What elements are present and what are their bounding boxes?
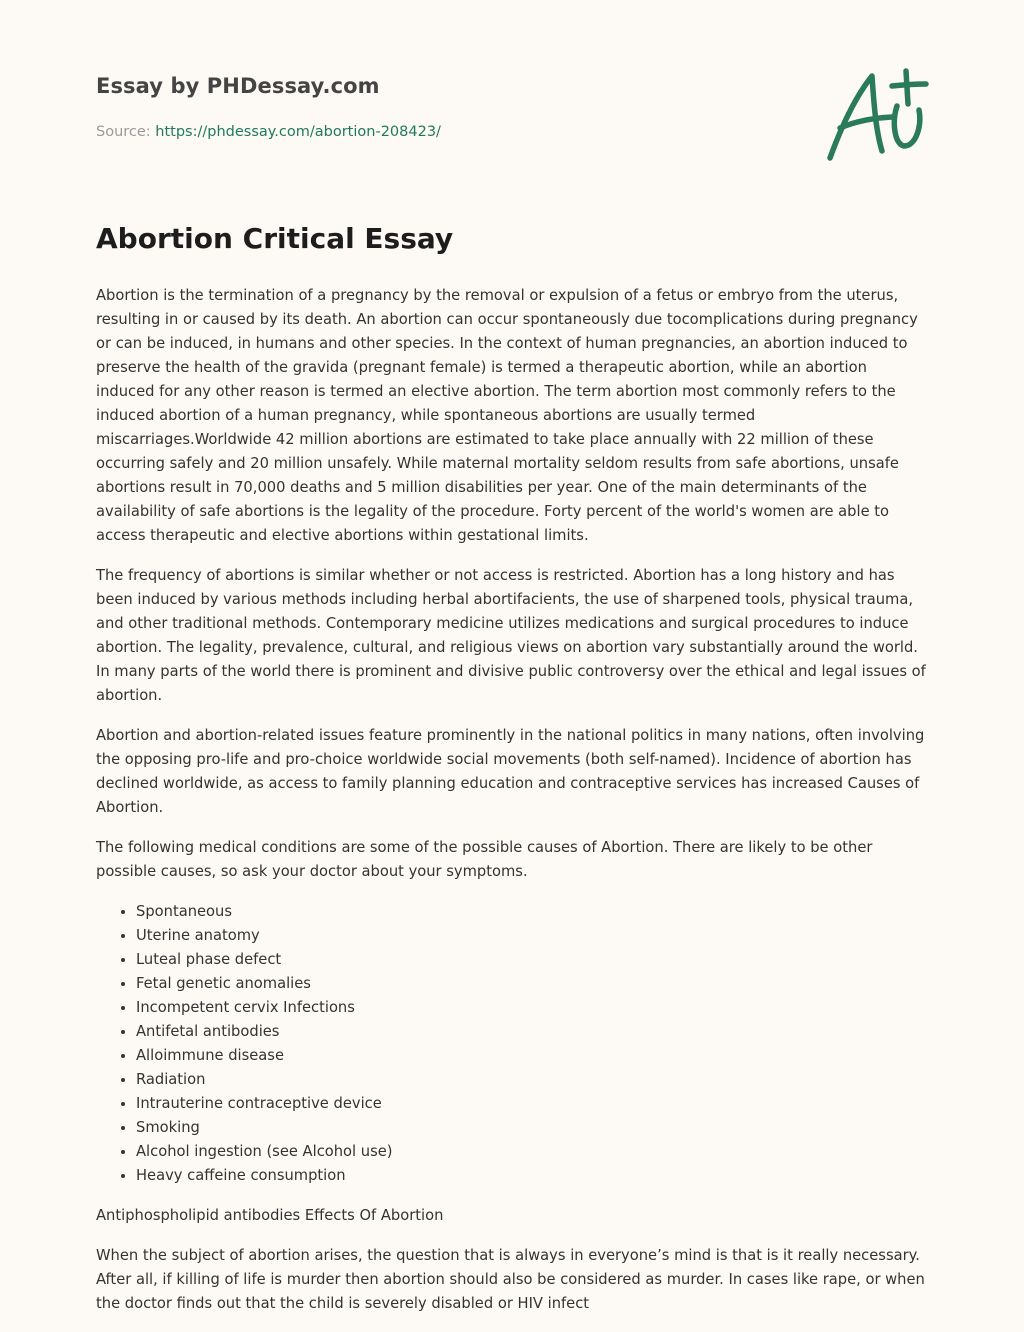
paragraph: Abortion and abortion-related issues feature prominently in the national politics in many nations, often involving the opposing pro-life and pro-choice worldwide social movements (both self-named). Incidence of abortion has declined worldwide, as access to family planning education and contraceptive services has increased Causes of Abortion. — [96, 727, 925, 816]
paragraph: The frequency of abortions is similar whether or not access is restricted. Abortion has a long history and has been induced by various methods including herbal abortifacients, the use of sharpened tools, physical trauma, and other traditional methods. Contemporary medicine utilizes medications and surgical procedures to induce abortion. The legality, prevalence, cultural, and religious views on abortion vary substantially around the world. In many parts of the world there is prominent and divisive public controversy over the ethical and legal issues of abortion. — [96, 567, 926, 704]
source-link[interactable]: https://phdessay.com/abortion-208423/ — [155, 124, 441, 140]
paragraph: When the subject of abortion arises, the question that is always in everyone’s mind is that is it really necessary. After all, if killing of life is murder then abortion should also be considered as murder. In cases like rape, or when the doctor finds out that the child is severely disabled or HIV infect — [96, 1247, 925, 1312]
list-item: • Alcohol ingestion (see Alcohol use) — [136, 1140, 930, 1164]
list-item: • Fetal genetic anomalies — [136, 972, 930, 996]
list-item: • Incompetent cervix Infections — [136, 996, 930, 1020]
a-plus-logo-icon — [822, 66, 930, 166]
paragraph: Antiphospholipid antibodies Effects Of Abortion — [96, 1207, 444, 1224]
list-item: • Radiation — [136, 1068, 930, 1092]
source-line — [96, 124, 441, 140]
list-item: • Alloimmune disease — [136, 1044, 930, 1068]
list-item: • Spontaneous — [136, 900, 930, 924]
causes-list — [96, 900, 930, 1188]
paragraph: Abortion is the termination of a pregnancy by the removal or expulsion of a fetus or embryo from the uterus, resulting in or caused by its death. An abortion can occur spontaneously due tocomplications during pregnancy or can be induced, in humans and other species. In the context of human pregnancies, an abortion induced to preserve the health of the gravida (pregnant female) is termed a therapeutic abortion, while an abortion induced for any other reason is termed an elective abortion. The term abortion most commonly refers to the induced abortion of a human pregnancy, while spontaneous abortions are usually termed miscarriages.Worldwide 42 million abortions are estimated to take place annually with 22 million of these occurring safely and 20 million unsafely. While maternal mortality seldom results from safe abortions, unsafe abortions result in 70,000 deaths and 5 million disabilities per year. One of the main determinants of the availability of safe abortions is the legality of the procedure. Forty percent of the world's women are able to access therapeutic and elective abortions within gestational limits. — [96, 287, 918, 544]
essay-body — [96, 284, 930, 1332]
list-item: • Uterine anatomy — [136, 924, 930, 948]
paragraph: The following medical conditions are some of the possible causes of Abortion. There are likely to be other possible causes, so ask your doctor about your symptoms. — [96, 839, 873, 880]
essay-title: Abortion Critical Essay — [96, 222, 454, 255]
brand-title: Essay by PHDessay.com — [96, 74, 380, 98]
source-label: Source: — [96, 124, 151, 140]
list-item: • Smoking — [136, 1116, 930, 1140]
list-item: • Antifetal antibodies — [136, 1020, 930, 1044]
list-item: • Intrauterine contraceptive device — [136, 1092, 930, 1116]
list-item: • Luteal phase defect — [136, 948, 930, 972]
list-item: • Heavy caffeine consumption — [136, 1164, 930, 1188]
